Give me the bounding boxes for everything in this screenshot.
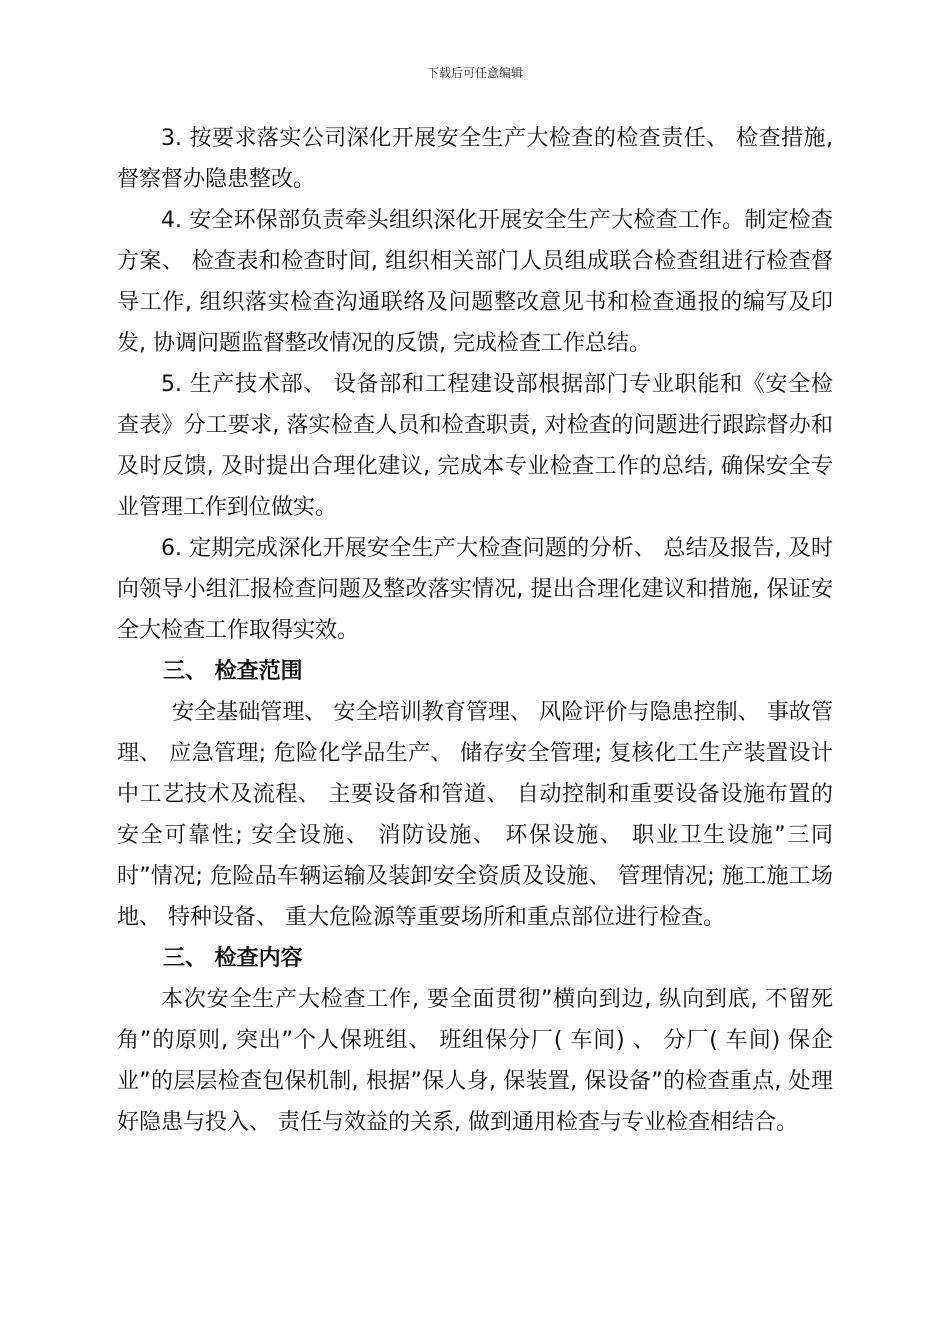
content-paragraph: 本次安全生产大检查工作, 要全面贯彻”横向到边, 纵向到底, 不留死角”的原则, 突出”个人保班组、 班组保分厂( 车间) 、 分厂( 车间) 保企业”的层层检查包保机制, 根据”保人身, 保装置, 保设备”的检查重点, 处理好隐患与投入、 责任与效益的关系, 做到通用检查与专业检查相结合。 xyxy=(117,987,833,1135)
paragraph-item-5: 5. 生产技术部、 设备部和工程建设部根据部门专业职能和《安全检查表》分工要求, 落实检查人员和检查职责, 对检查的问题进行跟踪督办和及时反馈, 及时提出合理化建议, 完成本专业检查工作的总结, 确保安全专业管理工作到位做实。 xyxy=(117,372,833,520)
paragraph-item-6: 6. 定期完成深化开展安全生产大检查问题的分析、 总结及报告, 及时向领导小组汇报检查问题及整改落实情况, 提出合理化建议和措施, 保证安全大检查工作取得实效。 xyxy=(117,536,833,643)
paragraph-item-3: 3. 按要求落实公司深化开展安全生产大检查的检查责任、 检查措施, 督察督办隐患整改。 xyxy=(117,126,833,192)
page-header: 下载后可任意编辑 xyxy=(426,66,523,80)
scope-paragraph: 安全基础管理、 安全培训教育管理、 风险评价与隐患控制、 事故管理、 应急管理; 危险化学品生产、 储存安全管理; 复核化工生产装置设计中工艺技术及流程、 主要设备和管道、 自动控制和重要设备设施布置的安全可靠性; 安全设施、 消防设施、 环保设施、 职业卫生设施”三同时”情况; 危险品车辆运输及装卸安全资质及设施、 管理情况; 施工施工场地、 特种设备、 重大危险源等重要场所和重点部位进行检查。 xyxy=(117,700,833,930)
paragraph-item-4: 4. 安全环保部负责牵头组织深化开展安全生产大检查工作。制定检查方案、 检查表和检查时间, 组织相关部门人员组成联合检查组进行检查督导工作, 组织落实检查沟通联络及问题整改意见书和检查通报的编写及印发, 协调问题监督整改情况的反馈, 完成检查工作总结。 xyxy=(117,208,833,356)
section-heading-content: 三、 检查内容 xyxy=(163,946,303,971)
section-heading-scope: 三、 检查范围 xyxy=(163,659,303,684)
document-body xyxy=(117,118,833,1143)
